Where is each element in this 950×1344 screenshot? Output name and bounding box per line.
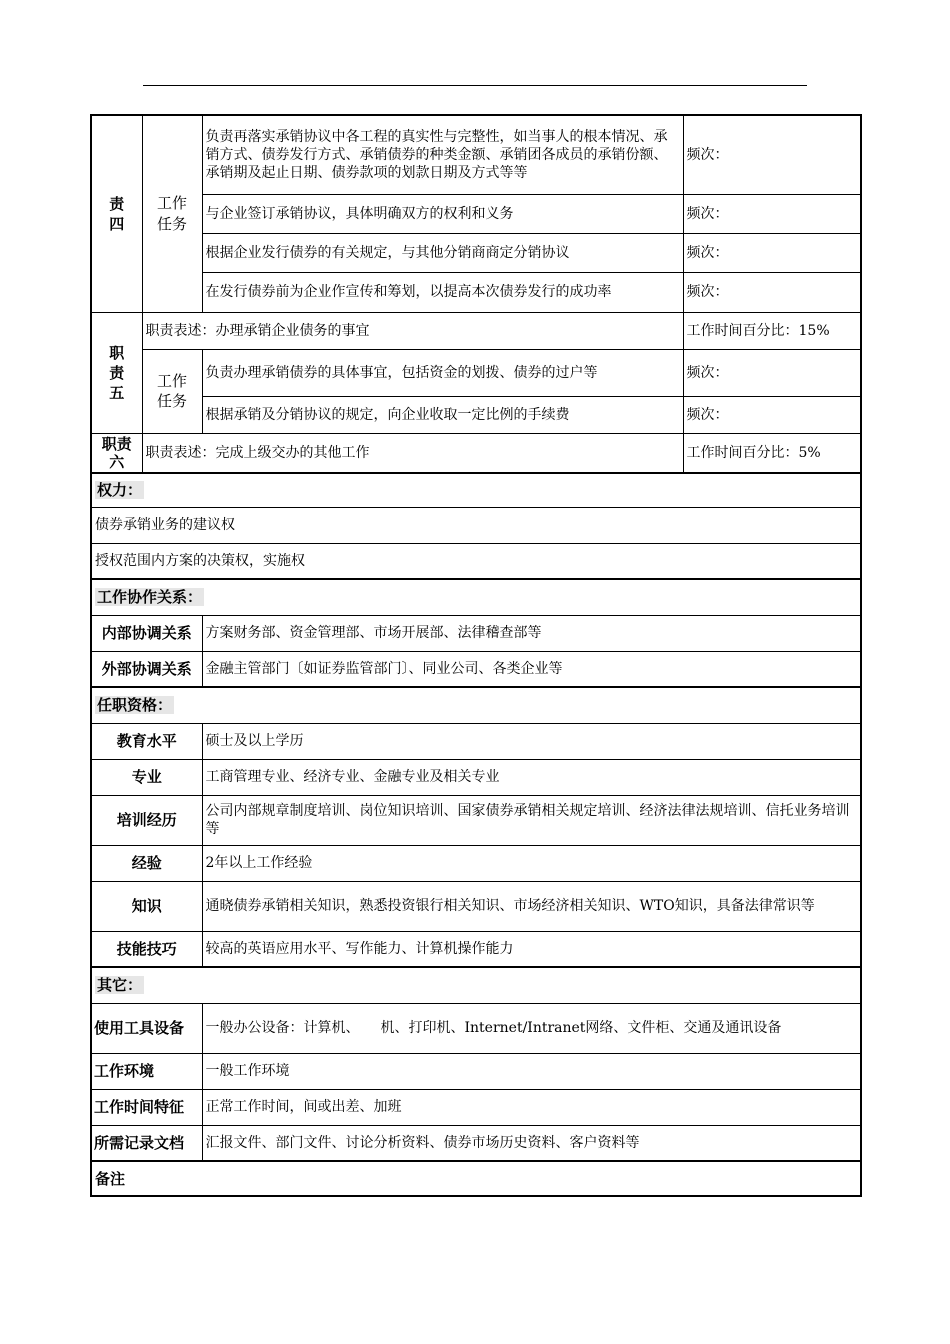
qualification-value: 较高的英语应用水平、写作能力、计算机操作能力 xyxy=(202,931,861,967)
duty4-task-freq: 频次： xyxy=(683,272,861,312)
duty4-task-text: 在发行债券前为企业作宣传和筹划，以提高本次债券发行的成功率 xyxy=(202,272,683,312)
qualification-header-row xyxy=(91,687,861,723)
qualification-title-text: 任职资格： xyxy=(97,696,173,715)
duty6-desc: 职责表述：完成上级交办的其他工作 xyxy=(142,433,683,473)
other-label: 工作时间特征 xyxy=(91,1089,202,1125)
other-value: 一般办公设备：计算机、 机、打印机、Internet/Intranet网络、文件柜、交通及通讯设备 xyxy=(202,1003,861,1053)
power-item: 授权范围内方案的决策权，实施权 xyxy=(91,543,861,579)
duty5-task-text: 根据承销及分销协议的规定，向企业收取一定比例的手续费 xyxy=(202,396,683,433)
remarks-row xyxy=(91,1161,861,1196)
other-label: 使用工具设备 xyxy=(91,1003,202,1053)
power-title-text: 权力： xyxy=(97,481,143,500)
job-description-table xyxy=(90,114,860,1197)
qualification-row xyxy=(91,845,861,881)
other-row xyxy=(91,1053,861,1089)
qualification-value: 硕士及以上学历 xyxy=(202,723,861,759)
other-title-text: 其它： xyxy=(97,976,143,995)
duty4-task-row xyxy=(91,272,861,312)
relations-external-row xyxy=(91,651,861,687)
other-row xyxy=(91,1003,861,1053)
relations-title xyxy=(91,579,861,615)
power-header-row xyxy=(91,473,861,507)
relations-title-text: 工作协作关系： xyxy=(97,588,203,607)
relations-external-value: 金融主管部门〔如证券监管部门〕、同业公司、各类企业等 xyxy=(202,651,861,687)
duty5-task-freq: 频次： xyxy=(683,396,861,433)
relations-external-label: 外部协调关系 xyxy=(91,651,202,687)
other-row xyxy=(91,1125,861,1161)
duty5-label: 职 责 五 xyxy=(91,312,142,433)
other-row xyxy=(91,1089,861,1125)
qualification-label: 培训经历 xyxy=(91,795,202,845)
qualification-value: 通晓债券承销相关知识，熟悉投资银行相关知识、市场经济相关知识、WTO知识，具备法律常识等 xyxy=(202,881,861,931)
power-item: 债券承销业务的建议权 xyxy=(91,507,861,543)
qualification-label: 专业 xyxy=(91,759,202,795)
qualification-value: 公司内部规章制度培训、岗位知识培训、国家债券承销相关规定培训、经济法律法规培训、信托业务培训等 xyxy=(202,795,861,845)
duty4-task-text: 负责再落实承销协议中各工程的真实性与完整性，如当事人的根本情况、承销方式、债券发行方式、承销债券的种类金额、承销团各成员的承销份额、承销期及起止日期、债券款项的划款日期及方式等等 xyxy=(202,115,683,194)
duty5-percent: 工作时间百分比：15% xyxy=(683,312,861,349)
duty4-task-row xyxy=(91,194,861,233)
remarks-title: 备注 xyxy=(91,1161,861,1196)
qualification-label: 经验 xyxy=(91,845,202,881)
other-value: 一般工作环境 xyxy=(202,1053,861,1089)
relations-internal-value: 方案财务部、资金管理部、市场开展部、法律稽查部等 xyxy=(202,615,861,651)
duty6-row xyxy=(91,433,861,473)
duty5-task-text: 负责办理承销债券的具体事宜，包括资金的划拨、债券的过户等 xyxy=(202,349,683,396)
duty5-task-freq: 频次： xyxy=(683,349,861,396)
duty4-task-freq: 频次： xyxy=(683,115,861,194)
qualification-label: 教育水平 xyxy=(91,723,202,759)
power-item-row xyxy=(91,507,861,543)
qualification-row xyxy=(91,795,861,845)
duty6-percent: 工作时间百分比：5% xyxy=(683,433,861,473)
qualification-label: 知识 xyxy=(91,881,202,931)
power-title xyxy=(91,473,861,507)
qualification-value: 2年以上工作经验 xyxy=(202,845,861,881)
other-title xyxy=(91,967,861,1003)
duty4-task-label: 工作 任务 xyxy=(142,115,202,312)
duty5-task-label: 工作 任务 xyxy=(142,349,202,433)
duty4-task-freq: 频次： xyxy=(683,194,861,233)
duty4-task-text: 与企业签订承销协议，具体明确双方的权利和义务 xyxy=(202,194,683,233)
duty5-desc-row xyxy=(91,312,861,349)
power-item-row xyxy=(91,543,861,579)
duty4-task-row xyxy=(91,233,861,272)
qualification-row xyxy=(91,931,861,967)
duty4-label: 责 四 xyxy=(91,115,142,312)
qualification-title xyxy=(91,687,861,723)
header-rule xyxy=(143,85,807,86)
qualification-row xyxy=(91,881,861,931)
other-label: 工作环境 xyxy=(91,1053,202,1089)
qualification-value: 工商管理专业、经济专业、金融专业及相关专业 xyxy=(202,759,861,795)
relations-internal-row xyxy=(91,615,861,651)
relations-internal-label: 内部协调关系 xyxy=(91,615,202,651)
duty4-task-freq: 频次： xyxy=(683,233,861,272)
other-value: 正常工作时间，间或出差、加班 xyxy=(202,1089,861,1125)
duty6-label: 职责 六 xyxy=(91,433,142,473)
other-value: 汇报文件、部门文件、讨论分析资料、债券市场历史资料、客户资料等 xyxy=(202,1125,861,1161)
qualification-row xyxy=(91,759,861,795)
other-header-row xyxy=(91,967,861,1003)
duty5-desc: 职责表述：办理承销企业债务的事宜 xyxy=(142,312,683,349)
duty5-task-row xyxy=(91,349,861,396)
duty4-task-row xyxy=(91,115,861,194)
qualification-row xyxy=(91,723,861,759)
qualification-label: 技能技巧 xyxy=(91,931,202,967)
duty5-task-row xyxy=(91,396,861,433)
relations-header-row xyxy=(91,579,861,615)
other-label: 所需记录文档 xyxy=(91,1125,202,1161)
duty4-task-text: 根据企业发行债券的有关规定，与其他分销商商定分销协议 xyxy=(202,233,683,272)
